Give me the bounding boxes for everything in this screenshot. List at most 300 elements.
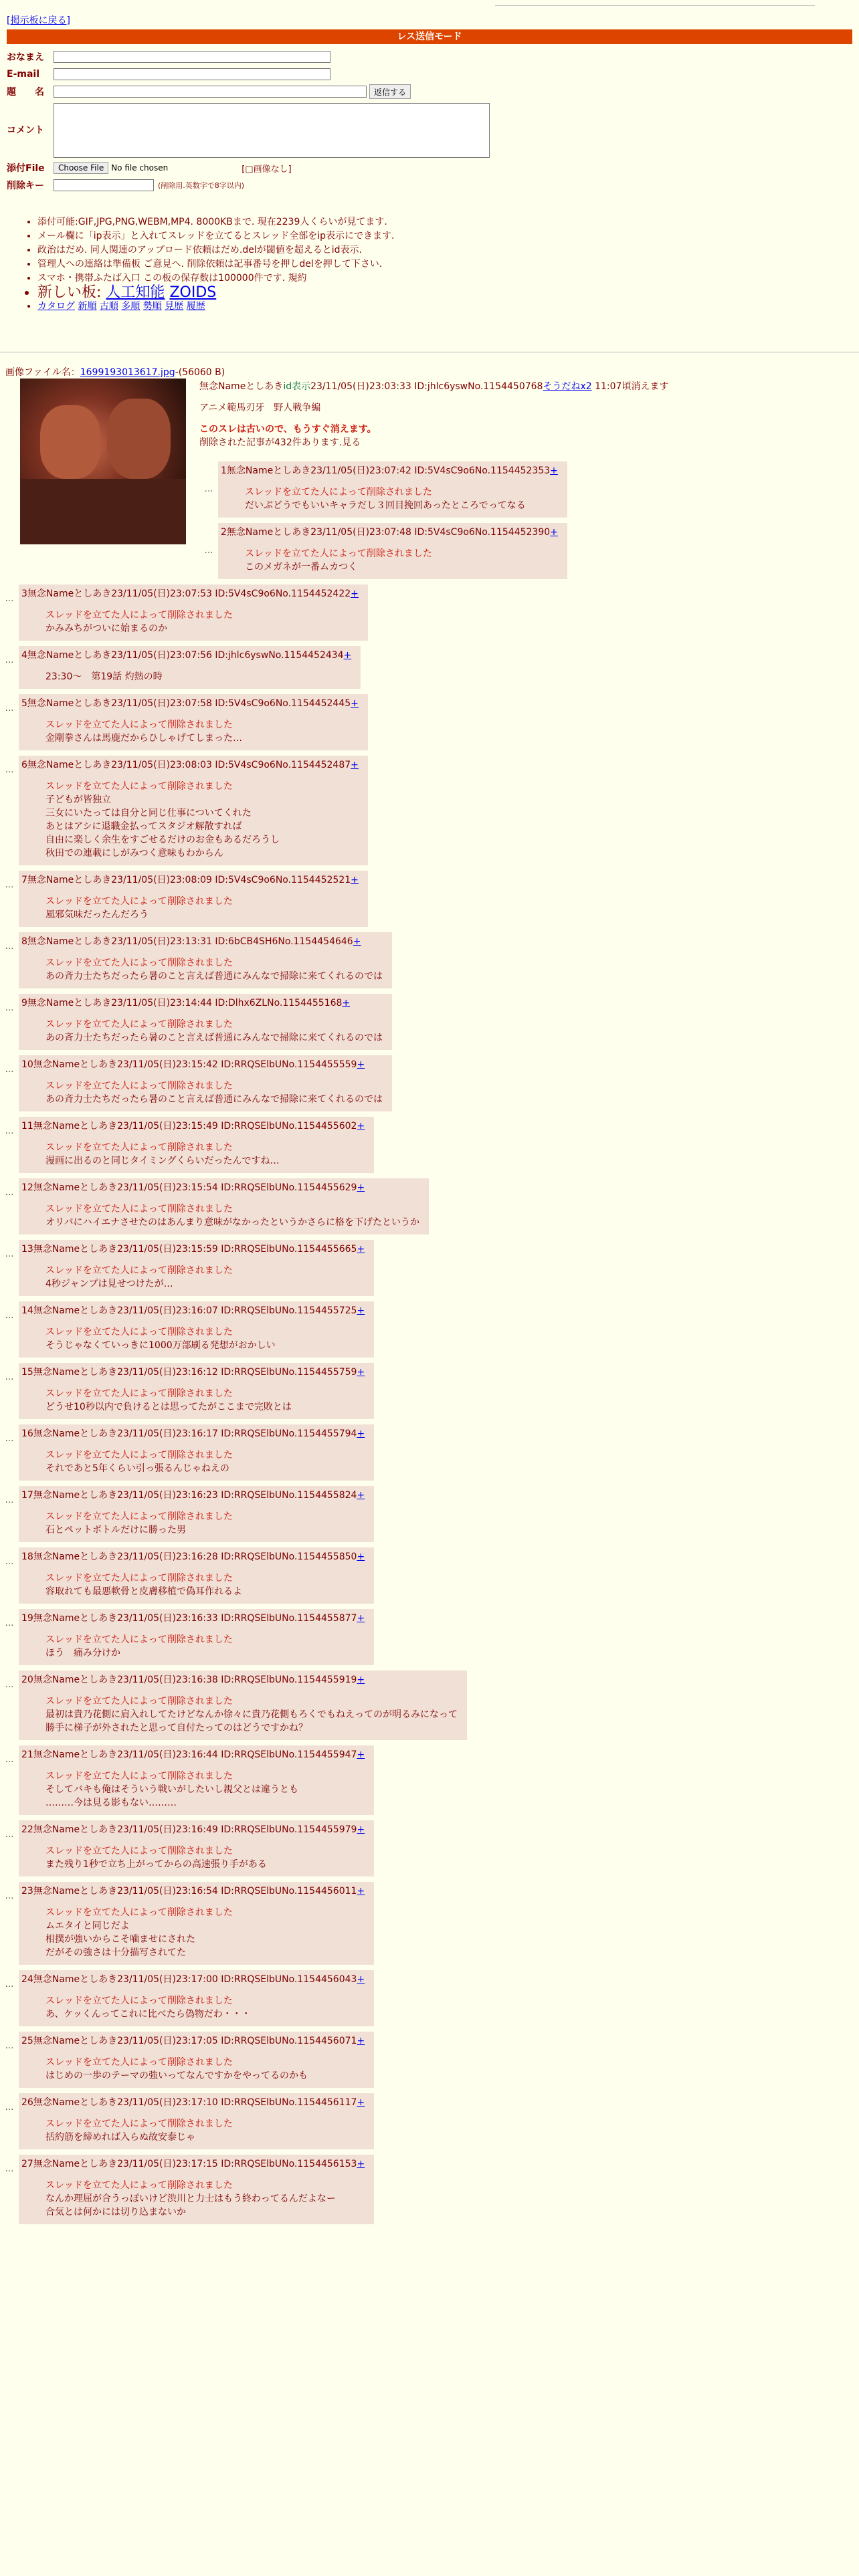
deleted-notice: スレッドを立てた人によって削除されました (245, 548, 432, 559)
reply-header-text: 無念Nameとしあき23/11/05(日)23:07:56 ID:jhlc6yswNo.1154452434 (27, 650, 344, 661)
reply-plus-link[interactable]: + (353, 936, 361, 947)
reply-body (45, 1844, 365, 1871)
reply-box (19, 2093, 374, 2149)
reply-number: 18 (21, 1551, 33, 1562)
reply-line: あの斉力士たちだったら暑のこと言えば普通にみんなで掃除に来てくれるのでは (45, 1094, 383, 1105)
reply-line: かみみちがついに始まるのか (45, 623, 167, 634)
reply-marker: … (5, 1126, 14, 1136)
deleted-notice: スレッドを立てた人によって削除されました (45, 1771, 233, 1782)
reply-plus-link[interactable]: + (357, 1244, 365, 1255)
reply-header-text: 無念Nameとしあき23/11/05(日)23:16:44 ID:RRQSElbUNo.1154455947 (33, 1749, 357, 1760)
deleted-notice: スレッドを立てた人によって削除されました (45, 1081, 233, 1091)
reply-plus-link[interactable]: + (550, 527, 558, 538)
deleted-notice: スレッドを立てた人によって削除されました (45, 1142, 233, 1153)
reply-post (0, 1882, 859, 1965)
reply-marker: … (5, 942, 14, 952)
reply-marker: … (5, 1249, 14, 1259)
reply-body (45, 1633, 365, 1660)
board-rules (37, 215, 394, 314)
reply-post (0, 2032, 859, 2088)
sort-many-link[interactable]: 多順 (121, 301, 140, 312)
reply-plus-link[interactable]: + (351, 588, 359, 599)
reply-body (45, 1695, 458, 1735)
reply-body (45, 1202, 419, 1229)
reply-number: 9 (21, 998, 27, 1008)
reply-box (19, 1301, 374, 1358)
reply-box (19, 871, 368, 927)
reply-number: 1 (221, 465, 227, 476)
reply-post (0, 932, 859, 988)
reply-marker: … (5, 1680, 14, 1690)
reply-header (21, 1427, 365, 1440)
reply-header-text: 無念Nameとしあき23/11/05(日)23:07:53 ID:5V4sC9o6No.1154452422 (27, 588, 351, 599)
reply-box (19, 1970, 374, 2026)
reply-box (19, 1820, 374, 1876)
reply-header (21, 2096, 365, 2109)
reply-line: ムエタイと同じだよ (45, 1921, 130, 1931)
reply-marker: … (5, 1434, 14, 1444)
reply-header-text: 無念Nameとしあき23/11/05(日)23:16:17 ID:RRQSElbUNo.1154455794 (33, 1428, 357, 1439)
reply-marker: … (5, 1495, 14, 1505)
sort-links (37, 300, 394, 314)
reply-body (45, 2117, 365, 2144)
expire-time: 11:07頃消えます (595, 381, 669, 392)
reply-header (21, 935, 383, 948)
comment-textarea[interactable] (54, 103, 490, 158)
reply-header (21, 2157, 365, 2171)
reply-header-text: 無念Nameとしあき23/11/05(日)23:16:28 ID:RRQSElbUNo.1154455850 (33, 1551, 357, 1562)
reply-number: 23 (21, 1886, 33, 1897)
reply-header (21, 1119, 365, 1133)
reply-post (0, 1117, 859, 1173)
back-to-board-link[interactable]: [掲示板に戻る] (7, 15, 70, 26)
reply-line: 相撲が強いからこそ噛ませにされた (45, 1934, 195, 1945)
reply-line: ………今は見る影もない……… (45, 1798, 177, 1808)
reply-header (21, 758, 359, 772)
reply-line: あの斉力士たちだったら暑のこと言えば普通にみんなで掃除に来てくれるのでは (45, 971, 383, 982)
reply-line: 容取れても最悪軟骨と皮膚移植で偽耳作れるよ (45, 1586, 242, 1597)
reply-body (45, 1906, 365, 1959)
reply-plus-link[interactable]: + (343, 650, 352, 661)
reply-number: 17 (21, 1490, 33, 1501)
reply-number: 22 (21, 1824, 33, 1835)
deleted-notice: スレッドを立てた人によって削除されました (45, 2180, 233, 2191)
reply-box (19, 1178, 429, 1235)
reply-body (45, 2056, 365, 2082)
reply-plus-link[interactable]: + (357, 1824, 365, 1835)
top-divider (495, 5, 815, 6)
sort-new-link[interactable]: 新順 (78, 301, 97, 312)
reply-number: 25 (21, 2036, 33, 2046)
reply-body (45, 1325, 365, 1352)
reply-marker: … (5, 2103, 14, 2113)
new-boards-label: 新しい板: (37, 284, 102, 301)
reply-header (21, 1489, 365, 1502)
reply-box (19, 1671, 467, 1740)
email-label: E-mail (7, 69, 40, 80)
reply-body (245, 486, 558, 512)
reply-number: 19 (21, 1613, 33, 1624)
reply-number: 24 (21, 1974, 33, 1985)
reply-post (0, 1671, 859, 1740)
reply-header-text: 無念Nameとしあき23/11/05(日)23:15:49 ID:RRQSElbUNo.1154455602 (33, 1121, 357, 1132)
rule-item: • スマホ・携帯ふたば入口 この板の保存数は100000件です. 規約 (37, 272, 394, 286)
reply-body (45, 1510, 365, 1537)
name-label: おなまえ (7, 52, 44, 63)
reply-header (21, 1823, 365, 1836)
deleted-count[interactable]: 削除された記事が432件あります.見る (199, 437, 361, 448)
reply-post (0, 1363, 859, 1419)
reply-marker: … (5, 1830, 14, 1840)
reply-line: あ、ケッくんってこれに比べたら偽物だわ・・・ (45, 2009, 251, 2020)
reply-number: 2 (221, 527, 227, 538)
reply-marker: … (5, 2041, 14, 2051)
reply-header-text: 無念Nameとしあき23/11/05(日)23:16:33 ID:RRQSElbUNo.1154455877 (33, 1613, 357, 1624)
deleted-notice: スレッドを立てた人によって削除されました (45, 1204, 233, 1214)
reply-body (45, 718, 359, 745)
reply-line: なんか理屈が合うっぽいけど渋川と力士はもう終わってるんだよなー (45, 2193, 336, 2204)
reply-line: それであと5年くらい引っ張るんじゃねえの (45, 1463, 229, 1474)
reply-body (45, 1769, 365, 1810)
reply-post (0, 871, 859, 927)
deleted-notice: スレッドを立てた人によって削除されました (45, 896, 233, 907)
reply-line: 子どもが皆独立 (45, 794, 111, 805)
reply-header (21, 587, 359, 601)
reply-box (19, 1363, 374, 1419)
delete-key-label: 削除キー (7, 181, 44, 191)
reply-box (19, 756, 368, 865)
reply-number: 15 (21, 1367, 33, 1378)
new-board-link-ai[interactable]: 人工知能 (106, 284, 165, 301)
deleted-notice: スレッドを立てた人によって削除されました (45, 610, 233, 621)
reply-post (0, 1486, 859, 1542)
reply-box (19, 1486, 374, 1542)
reply-line: 合気とは何かには切り込まないか (45, 2207, 186, 2218)
reply-line: 勝手に梯子が外されたと思って自付たってのはどうですかね？ (45, 1723, 308, 1733)
reply-line: そうじゃなくていっきに1000万部刷る発想がおかしい (45, 1340, 276, 1351)
reply-body (45, 1448, 365, 1475)
reply-body (45, 1079, 383, 1106)
reply-header (21, 1612, 365, 1625)
reply-post (0, 584, 859, 641)
reply-header-text: 無念Nameとしあき23/11/05(日)23:14:44 ID:Dlhx6ZLNo.1154455168 (27, 998, 343, 1008)
reply-box (19, 932, 392, 988)
reply-line: ほう 痛み分けか (45, 1648, 120, 1658)
reply-box (19, 646, 361, 689)
reply-marker: … (5, 1065, 14, 1075)
reply-list (0, 461, 859, 2230)
reply-header (21, 873, 359, 887)
reply-header (221, 526, 558, 539)
reply-marker: … (5, 594, 14, 604)
reply-marker: … (5, 1003, 14, 1013)
reply-marker: … (5, 2164, 14, 2174)
reply-post (0, 646, 859, 689)
reply-post (0, 1240, 859, 1296)
reply-body (45, 780, 359, 860)
reply-plus-link[interactable]: + (357, 1675, 365, 1685)
reply-post (0, 1055, 859, 1111)
reply-header-text: 無念Nameとしあき23/11/05(日)23:08:03 ID:5V4sC9o6No.1154452487 (27, 760, 351, 770)
reply-plus-link[interactable]: + (351, 760, 359, 770)
email-input[interactable] (54, 68, 330, 80)
reply-marker: … (5, 1372, 14, 1382)
reply-box (19, 1424, 374, 1481)
reply-plus-link[interactable]: + (357, 1886, 365, 1897)
reply-line: オリバにハイエナさせたのはあんまり意味がなかったというかさらに格を下げたというか (45, 1217, 420, 1228)
reply-number: 21 (21, 1749, 33, 1760)
reply-box (19, 1117, 374, 1173)
old-thread-notice: このスレは古いので、もうすぐ消えます。 (199, 424, 377, 435)
comment-label: コメント (7, 125, 44, 136)
reply-header-text: 無念Nameとしあき23/11/05(日)23:17:10 ID:RRQSElbUNo.1154456117 (33, 2097, 357, 2108)
reply-box (19, 1547, 374, 1604)
reply-number: 13 (21, 1244, 33, 1255)
reply-header-text: 無念Nameとしあき23/11/05(日)23:08:09 ID:5V4sC9o6No.1154452521 (27, 875, 351, 885)
reply-plus-link[interactable]: + (357, 1305, 365, 1316)
reply-header-text: 無念Nameとしあき23/11/05(日)23:16:23 ID:RRQSElbUNo.1154455824 (33, 1490, 357, 1501)
reply-header (21, 1058, 383, 1071)
reply-number: 12 (21, 1182, 33, 1193)
reply-box (19, 994, 392, 1050)
reply-header (21, 1748, 365, 1761)
reply-plus-link[interactable]: + (342, 998, 351, 1008)
new-boards (37, 286, 394, 300)
reply-line: どうせ10秒以内で負けるとは思ってたがここまで完敗とは (45, 1402, 292, 1412)
reply-header (21, 1885, 365, 1898)
reply-header-text: 無念Nameとしあき23/11/05(日)23:07:58 ID:5V4sC9o6No.1154452445 (27, 698, 351, 709)
deleted-notice: スレッドを立てた人によって削除されました (45, 1511, 233, 1522)
deleted-notice: スレッドを立てた人によって削除されました (45, 1573, 233, 1584)
reply-box (19, 584, 368, 641)
reply-plus-link[interactable]: + (351, 698, 359, 709)
reply-header (21, 996, 383, 1010)
reply-body (45, 895, 359, 922)
reply-number: 8 (21, 936, 27, 947)
reply-header-text: 無念Nameとしあき23/11/05(日)23:16:49 ID:RRQSElbUNo.1154455979 (33, 1824, 357, 1835)
deleted-notice: スレッドを立てた人によって削除されました (45, 2057, 233, 2068)
reply-plus-link[interactable]: + (357, 1490, 365, 1501)
reply-plus-link[interactable]: + (357, 2159, 365, 2169)
reply-post (0, 1820, 859, 1876)
reply-body (245, 547, 558, 574)
reply-box (19, 1609, 374, 1665)
new-board-link-zoids[interactable]: ZOIDS (169, 284, 217, 301)
reply-post (0, 1745, 859, 1815)
reply-plus-link[interactable]: + (357, 1121, 365, 1132)
reply-header-text: 無念Nameとしあき23/11/05(日)23:16:38 ID:RRQSElbUNo.1154455919 (33, 1675, 357, 1685)
reply-line: 最初は貴乃花側に肩入れしてたけどなんか徐々に貴乃花側もろくでもねえってのが明るみになって (45, 1709, 458, 1720)
deleted-notice: スレッドを立てた人によって削除されました (45, 1846, 233, 1856)
reply-body (45, 1387, 365, 1414)
delete-key-note: (削除用.英数字で8字以内) (158, 181, 245, 190)
deleted-notice: スレッドを立てた人によって削除されました (45, 781, 233, 792)
reply-number: 27 (21, 2159, 33, 2169)
reply-header-text: 無念Nameとしあき23/11/05(日)23:16:54 ID:RRQSElbUNo.1154456011 (33, 1886, 357, 1897)
reply-marker: … (5, 1311, 14, 1321)
reply-form (7, 48, 490, 194)
reply-number: 7 (21, 875, 27, 885)
reply-header-text: 無念Nameとしあき23/11/05(日)23:15:42 ID:RRQSElbUNo.1154455559 (33, 1059, 357, 1070)
deleted-notice: スレッドを立てた人によって削除されました (45, 1696, 233, 1707)
reply-post (0, 756, 859, 865)
reply-plus-link[interactable]: + (357, 1613, 365, 1624)
reply-marker: … (204, 546, 213, 556)
reply-body (45, 1141, 365, 1168)
image-file-info (5, 365, 225, 379)
reply-plus-link[interactable]: + (357, 1367, 365, 1378)
reply-box (19, 1745, 374, 1815)
reply-box (218, 523, 567, 579)
reply-post (0, 1424, 859, 1481)
reply-mode-banner: レス送信モード (7, 29, 852, 44)
deleted-notice: スレッドを立てた人によって削除されました (45, 1996, 233, 2006)
reply-marker: … (5, 1618, 14, 1628)
reply-box (19, 694, 368, 750)
reply-line: 括約筋を締めれば入らぬ故安泰じゃ (45, 2132, 195, 2143)
image-file-link[interactable]: 1699193013617.jpg (80, 367, 175, 378)
post-history-link[interactable]: 履歴 (186, 301, 205, 312)
choose-file-button[interactable]: Choose File (54, 162, 108, 174)
deleted-notice: スレッドを立てた人によって削除されました (45, 1907, 233, 1918)
deleted-notice: スレッドを立てた人によって削除されました (245, 487, 432, 498)
reply-number: 4 (21, 650, 27, 661)
subject-label: 題 名 (7, 87, 44, 98)
reply-plus-link[interactable]: + (357, 1428, 365, 1439)
reply-marker: … (204, 484, 213, 494)
op-body: アニメ範馬刃牙 野人戦争編 (199, 403, 321, 413)
reply-marker: … (5, 704, 14, 714)
reply-header (21, 1366, 365, 1379)
file-status: No file chosen (111, 163, 169, 173)
reply-post (199, 523, 859, 579)
reply-header-text: 無念Nameとしあき23/11/05(日)23:13:31 ID:6bCB4SH6No.1154454646 (27, 936, 353, 947)
reply-header-text: 無念Nameとしあき23/11/05(日)23:17:05 ID:RRQSElbUNo.1154456071 (33, 2036, 357, 2046)
reply-marker: … (5, 765, 14, 775)
reply-number: 10 (21, 1059, 33, 1070)
reply-body (45, 1994, 365, 2021)
soudane-link[interactable]: そうだねx2 (543, 381, 592, 392)
no-image-checkbox[interactable]: [□画像なし] (242, 164, 292, 175)
reply-marker: … (5, 655, 14, 665)
reply-post (0, 1970, 859, 2026)
reply-box (19, 1055, 392, 1111)
reply-line: 三女にいたっては自分と同じ仕事についてくれた (45, 808, 252, 819)
deleted-notice: スレッドを立てた人によって削除されました (45, 2119, 233, 2129)
reply-plus-link[interactable]: + (357, 1059, 365, 1070)
name-input[interactable] (54, 51, 330, 63)
file-label: 添付File (7, 163, 45, 174)
reply-marker: … (5, 1755, 14, 1765)
reply-line: そしてバキも俺はそういう戦いがしたいし親父とは違うとも (45, 1784, 298, 1795)
rule-item: • 政治はだめ. 同人関連のアップロード依頼はだめ.delが閾値を超えるとid表示. (37, 243, 394, 257)
reply-line: 自由に楽しく余生をすごせるだけのお金もあるだろうし (45, 835, 280, 845)
reply-marker: … (5, 1891, 14, 1901)
reply-line: 漫画に出るのと同じタイミングくらいだったんですね… (45, 1156, 280, 1166)
reply-plus-link[interactable]: + (357, 1182, 365, 1193)
reply-body (45, 1572, 365, 1598)
sort-momentum-link[interactable]: 勢順 (142, 301, 162, 312)
deleted-notice: スレッドを立てた人によって削除されました (45, 1634, 233, 1645)
reply-header-text: 無念Nameとしあき23/11/05(日)23:15:59 ID:RRQSElbUNo.1154455665 (33, 1244, 357, 1255)
delete-key-input[interactable] (54, 179, 154, 191)
reply-line: あの斉力士たちだったら暑のこと言えば普通にみんなで掃除に来てくれるのでは (45, 1033, 383, 1043)
reply-number: 11 (21, 1121, 33, 1132)
reply-post (0, 1178, 859, 1235)
reply-number: 16 (21, 1428, 33, 1439)
reply-header-text: 無念Nameとしあき23/11/05(日)23:07:42 ID:5V4sC9o6No.1154452353 (226, 465, 551, 476)
reply-header (21, 1243, 365, 1256)
reply-line: あとはアシに退職金払ってスタジオ解散すれば (45, 821, 242, 832)
reply-post (0, 694, 859, 750)
reply-box (19, 2155, 374, 2224)
reply-line: 23:30〜 第19話 灼熱の時 (45, 671, 163, 682)
reply-line: 4秒ジャンプは見せつけたが… (45, 1279, 173, 1289)
view-history-link[interactable]: 見歴 (165, 301, 184, 312)
sort-old-link[interactable]: 古順 (99, 301, 118, 312)
reply-number: 6 (21, 760, 27, 770)
reply-header (21, 1673, 458, 1687)
reply-plus-link[interactable]: + (357, 2036, 365, 2046)
reply-plus-link[interactable]: + (357, 2097, 365, 2108)
reply-body (45, 1018, 383, 1045)
reply-header (21, 2034, 365, 2048)
op-header: 無念Nameとしあきid表示23/11/05(日)23:03:33 ID:jhlc6yswNo.1154450768そうだねx2 11:07頃消えます (199, 381, 669, 392)
reply-plus-link[interactable]: + (351, 875, 359, 885)
rule-item: • メール欄に「ip表示」と入れてスレッドを立てるとスレッド全部をip表示にできます. (37, 229, 394, 243)
reply-plus-link[interactable]: + (357, 1974, 365, 1985)
reply-plus-link[interactable]: + (550, 465, 558, 476)
reply-line: また残り1秒で立ち上がってからの高速張り手がある (45, 1859, 267, 1870)
id-show-label: id表示 (283, 381, 311, 392)
deleted-notice: スレッドを立てた人によって削除されました (45, 1388, 233, 1399)
reply-number: 3 (21, 588, 27, 599)
reply-marker: … (5, 1557, 14, 1567)
reply-header (21, 1550, 365, 1564)
reply-header-text: 無念Nameとしあき23/11/05(日)23:07:48 ID:5V4sC9o6No.1154452390 (226, 527, 551, 538)
reply-header-text: 無念Nameとしあき23/11/05(日)23:17:15 ID:RRQSElbUNo.1154456153 (33, 2159, 357, 2169)
reply-marker: … (5, 880, 14, 890)
subject-input[interactable] (54, 86, 367, 98)
rule-item: • 添付可能:GIF,JPG,PNG,WEBM,MP4. 8000KBまで. 現在2239人くらいが見てます. (37, 215, 394, 229)
submit-reply-button[interactable]: 返信する (369, 84, 411, 99)
reply-line: だいぶどうでもいいキャラだし３回目挽回あったところでってなる (245, 500, 526, 511)
reply-line: このメガネが一番ムカつく (245, 562, 357, 572)
reply-marker: … (5, 1188, 14, 1198)
deleted-notice: スレッドを立てた人によって削除されました (45, 1019, 233, 1030)
reply-body (45, 2179, 365, 2219)
reply-header (21, 1973, 365, 1986)
deleted-notice: スレッドを立てた人によって削除されました (45, 720, 233, 730)
reply-body (45, 670, 351, 683)
reply-number: 5 (21, 698, 27, 709)
reply-box (19, 2032, 374, 2088)
reply-header-text: 無念Nameとしあき23/11/05(日)23:16:12 ID:RRQSElbUNo.1154455759 (33, 1367, 357, 1378)
reply-header-text: 無念Nameとしあき23/11/05(日)23:17:00 ID:RRQSElbUNo.1154456043 (33, 1974, 357, 1985)
reply-number: 20 (21, 1675, 33, 1685)
deleted-notice: スレッドを立てた人によって削除されました (45, 1327, 233, 1337)
reply-line: 風邪気味だったんだろう (45, 909, 149, 920)
reply-line: だがその強さは十分描写されてた (45, 1947, 186, 1958)
reply-box (218, 461, 567, 518)
reply-plus-link[interactable]: + (357, 1551, 365, 1562)
reply-header (21, 1181, 419, 1194)
reply-header (21, 697, 359, 710)
reply-plus-link[interactable]: + (357, 1749, 365, 1760)
reply-body (45, 956, 383, 983)
catalog-link[interactable]: カタログ (37, 301, 75, 312)
reply-post (199, 461, 859, 518)
